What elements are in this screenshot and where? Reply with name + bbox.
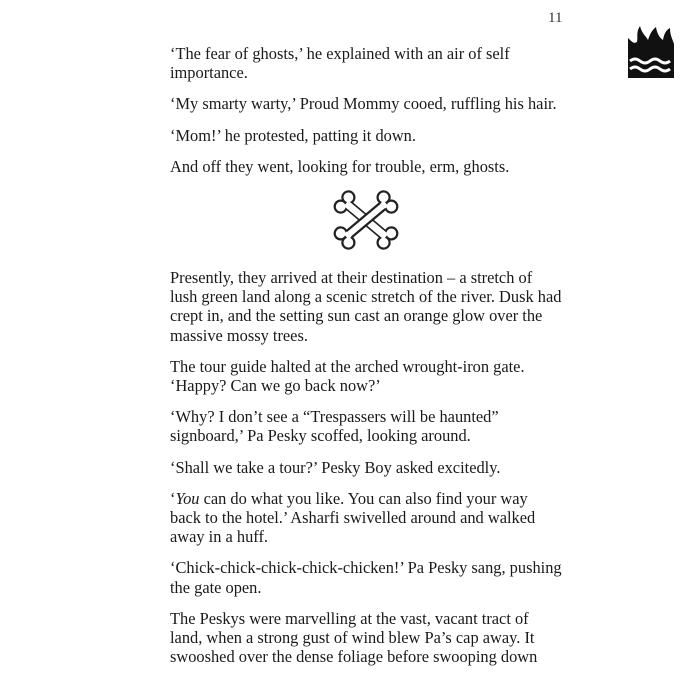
paragraph: ‘Chick-chick-chick-chick-chicken!’ Pa Pesky sang, pushing the gate open. [170,558,562,597]
paragraph: The tour guide halted at the arched wrought-iron gate. ‘Happy? Can we go back now?’ [170,356,525,396]
paragraph: ‘Mom!’ he protested, patting it down. [170,125,416,145]
paragraph: ‘The fear of ghosts,’ he explained with an air of self importance. [170,44,510,83]
crossed-bones-icon [328,188,404,252]
paragraph: ‘Shall we take a tour?’ Pesky Boy asked excitedly. [170,457,501,477]
paragraph: ‘My smarty warty,’ Proud Mommy cooed, ruffling his hair. [170,94,557,114]
paragraph [170,489,562,547]
paragraph: And off they went, looking for trouble, erm, ghosts. [170,156,510,176]
quote-mark: ‘ [170,488,176,508]
emphasis: You [175,488,200,508]
paragraph-text: can do what you like. You can also find your way back to the hotel.’ Asharfi swivelled around and walked away in a huff. [170,488,536,547]
flame-over-waves-icon [626,24,676,80]
page-number: 11 [548,10,563,26]
paragraph: Presently, they arrived at their destination – a stretch of lush green land along a scenic stretch of the river. Dusk had crept in, and the setting sun cast an orange glow over the massive mossy trees. [170,268,562,345]
body-text [170,44,562,678]
paragraph: The Peskys were marvelling at the vast, vacant tract of land, when a strong gust of wind blew Pa’s cap away. It swooshed over the dense foliage before swooping down [170,608,538,667]
paragraph: ‘Why? I don’t see a “Trespassers will be haunted” signboard,’ Pa Pesky scoffed, looking around. [170,407,499,446]
